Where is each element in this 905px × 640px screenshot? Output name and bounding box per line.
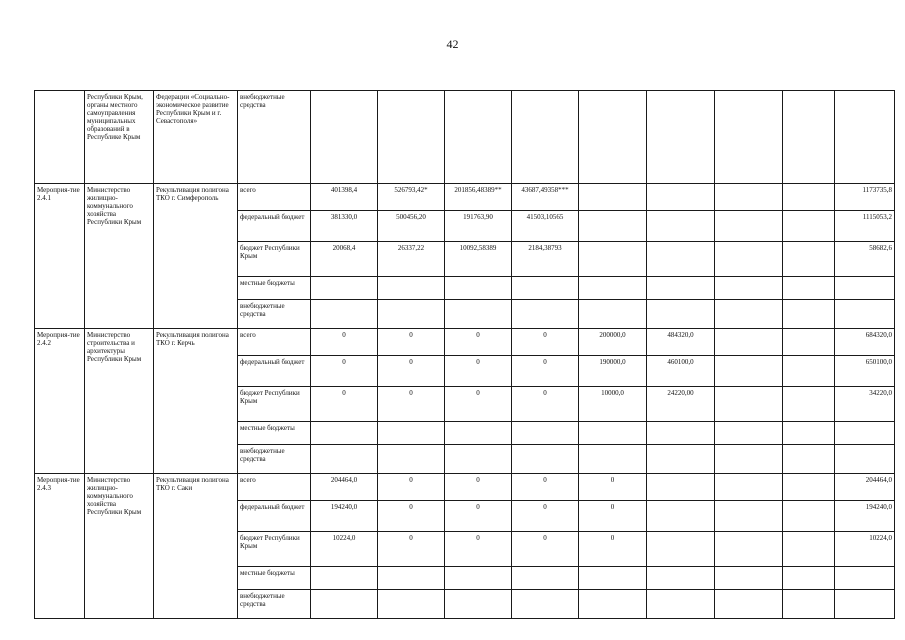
- value-cell: [445, 300, 512, 329]
- table-row: [35, 91, 895, 184]
- total-cell: [835, 277, 895, 300]
- total-cell: 204464,0: [835, 474, 895, 501]
- value-cell: [715, 329, 783, 356]
- value-cell: [783, 532, 835, 567]
- value-cell: 0: [512, 501, 579, 532]
- value-cell: 460100,0: [647, 356, 715, 387]
- total-cell: [835, 300, 895, 329]
- value-cell: 0: [512, 474, 579, 501]
- value-cell: [311, 91, 378, 184]
- value-cell: [579, 277, 647, 300]
- source-cell: федеральный бюджет: [238, 501, 311, 532]
- object-cell: Рекультивация полигона ТКО г. Керчь: [154, 329, 238, 474]
- value-cell: 10092,58389: [445, 242, 512, 277]
- total-cell: [835, 445, 895, 474]
- value-cell: [579, 242, 647, 277]
- value-cell: [783, 590, 835, 619]
- value-cell: [647, 567, 715, 590]
- value-cell: [715, 184, 783, 211]
- value-cell: 0: [378, 329, 445, 356]
- value-cell: [783, 445, 835, 474]
- value-cell: 0: [378, 501, 445, 532]
- value-cell: [579, 445, 647, 474]
- source-cell: местные бюджеты: [238, 277, 311, 300]
- value-cell: 43687,49358***: [512, 184, 579, 211]
- value-cell: 0: [512, 356, 579, 387]
- value-cell: [579, 567, 647, 590]
- source-cell: внебюджетные средства: [238, 590, 311, 619]
- source-cell: местные бюджеты: [238, 422, 311, 445]
- total-cell: [835, 91, 895, 184]
- total-cell: 34220,0: [835, 387, 895, 422]
- value-cell: 0: [445, 532, 512, 567]
- value-cell: 500456,20: [378, 211, 445, 242]
- value-cell: 2184,38793: [512, 242, 579, 277]
- value-cell: 0: [378, 356, 445, 387]
- value-cell: [512, 590, 579, 619]
- value-cell: [715, 91, 783, 184]
- object-cell: Рекультивация полигона ТКО г. Саки: [154, 474, 238, 619]
- value-cell: [579, 184, 647, 211]
- value-cell: 201856,48389**: [445, 184, 512, 211]
- value-cell: [579, 300, 647, 329]
- value-cell: [512, 422, 579, 445]
- value-cell: [647, 242, 715, 277]
- value-cell: [715, 242, 783, 277]
- value-cell: [512, 567, 579, 590]
- source-cell: бюджет Республики Крым: [238, 387, 311, 422]
- value-cell: [715, 567, 783, 590]
- total-cell: 194240,0: [835, 501, 895, 532]
- value-cell: [445, 590, 512, 619]
- event-cell: Мероприя-тие 2.4.2: [35, 329, 85, 474]
- source-cell: внебюджетные средства: [238, 91, 311, 184]
- value-cell: [445, 445, 512, 474]
- value-cell: 0: [579, 532, 647, 567]
- value-cell: [715, 356, 783, 387]
- value-cell: [783, 91, 835, 184]
- table-row: [35, 184, 895, 211]
- source-cell: местные бюджеты: [238, 567, 311, 590]
- value-cell: 41503,10565: [512, 211, 579, 242]
- value-cell: [715, 445, 783, 474]
- total-cell: 1115053,2: [835, 211, 895, 242]
- value-cell: [715, 422, 783, 445]
- value-cell: [579, 91, 647, 184]
- value-cell: [579, 590, 647, 619]
- source-cell: всего: [238, 474, 311, 501]
- value-cell: [647, 91, 715, 184]
- value-cell: [647, 300, 715, 329]
- value-cell: [378, 300, 445, 329]
- value-cell: [647, 211, 715, 242]
- value-cell: 0: [445, 387, 512, 422]
- value-cell: [647, 532, 715, 567]
- value-cell: [311, 590, 378, 619]
- value-cell: 0: [445, 474, 512, 501]
- source-cell: федеральный бюджет: [238, 356, 311, 387]
- page-number: 42: [446, 37, 459, 51]
- value-cell: [378, 590, 445, 619]
- value-cell: [715, 474, 783, 501]
- source-cell: бюджет Республики Крым: [238, 532, 311, 567]
- total-cell: 10224,0: [835, 532, 895, 567]
- event-cell: Мероприя-тие 2.4.1: [35, 184, 85, 329]
- value-cell: [311, 422, 378, 445]
- value-cell: [512, 91, 579, 184]
- value-cell: [715, 211, 783, 242]
- source-cell: всего: [238, 184, 311, 211]
- value-cell: [783, 184, 835, 211]
- value-cell: 0: [378, 387, 445, 422]
- total-cell: [835, 590, 895, 619]
- total-cell: [835, 422, 895, 445]
- source-cell: бюджет Республики Крым: [238, 242, 311, 277]
- value-cell: [783, 501, 835, 532]
- value-cell: [783, 242, 835, 277]
- value-cell: [647, 277, 715, 300]
- value-cell: [579, 211, 647, 242]
- value-cell: 26337,22: [378, 242, 445, 277]
- value-cell: 0: [378, 532, 445, 567]
- value-cell: [512, 277, 579, 300]
- executor-cell: Министерство жилищно-коммунального хозяйства Республики Крым: [85, 184, 154, 329]
- value-cell: [445, 567, 512, 590]
- source-cell: федеральный бюджет: [238, 211, 311, 242]
- value-cell: [445, 277, 512, 300]
- value-cell: [715, 532, 783, 567]
- value-cell: [378, 91, 445, 184]
- value-cell: [783, 567, 835, 590]
- value-cell: 191763,90: [445, 211, 512, 242]
- value-cell: [783, 277, 835, 300]
- table-body: [35, 91, 895, 619]
- total-cell: 1173735,8: [835, 184, 895, 211]
- value-cell: 194240,0: [311, 501, 378, 532]
- value-cell: 10224,0: [311, 532, 378, 567]
- value-cell: [311, 300, 378, 329]
- value-cell: [783, 387, 835, 422]
- table-row: [35, 329, 895, 356]
- value-cell: [378, 445, 445, 474]
- executor-cell: Министерство строительства и архитектуры Республики Крым: [85, 329, 154, 474]
- executor-cell: Республики Крым, органы местного самоуправления муниципальных образований в Республике Крым: [85, 91, 154, 184]
- value-cell: [378, 567, 445, 590]
- value-cell: 204464,0: [311, 474, 378, 501]
- value-cell: 0: [378, 474, 445, 501]
- object-cell: Федерации «Социально-экономическое развитие Республики Крым и г. Севастополя»: [154, 91, 238, 184]
- total-cell: 58682,6: [835, 242, 895, 277]
- value-cell: 10000,0: [579, 387, 647, 422]
- value-cell: [715, 387, 783, 422]
- financing-table: [34, 90, 895, 619]
- value-cell: [647, 474, 715, 501]
- value-cell: [783, 356, 835, 387]
- value-cell: [311, 567, 378, 590]
- value-cell: [647, 590, 715, 619]
- value-cell: 200000,0: [579, 329, 647, 356]
- value-cell: 484320,0: [647, 329, 715, 356]
- value-cell: 0: [579, 501, 647, 532]
- value-cell: 401398,4: [311, 184, 378, 211]
- value-cell: [783, 300, 835, 329]
- table-row: [35, 474, 895, 501]
- executor-cell: Министерство жилищно-коммунального хозяйства Республики Крым: [85, 474, 154, 619]
- value-cell: [579, 422, 647, 445]
- value-cell: 0: [311, 329, 378, 356]
- total-cell: 684320,0: [835, 329, 895, 356]
- value-cell: [783, 474, 835, 501]
- total-cell: 650100,0: [835, 356, 895, 387]
- value-cell: 190000,0: [579, 356, 647, 387]
- source-cell: внебюджетные средства: [238, 300, 311, 329]
- value-cell: 0: [512, 387, 579, 422]
- source-cell: всего: [238, 329, 311, 356]
- value-cell: 0: [311, 387, 378, 422]
- value-cell: 0: [512, 329, 579, 356]
- value-cell: 24220,00: [647, 387, 715, 422]
- event-cell: [35, 91, 85, 184]
- value-cell: [715, 590, 783, 619]
- value-cell: 20068,4: [311, 242, 378, 277]
- value-cell: [783, 329, 835, 356]
- value-cell: [783, 211, 835, 242]
- total-cell: [835, 567, 895, 590]
- value-cell: 0: [445, 501, 512, 532]
- value-cell: [311, 445, 378, 474]
- value-cell: [445, 91, 512, 184]
- value-cell: [647, 501, 715, 532]
- value-cell: [715, 501, 783, 532]
- value-cell: [647, 422, 715, 445]
- value-cell: [783, 422, 835, 445]
- value-cell: 381330,0: [311, 211, 378, 242]
- value-cell: [311, 277, 378, 300]
- value-cell: [512, 300, 579, 329]
- value-cell: [378, 422, 445, 445]
- value-cell: [512, 445, 579, 474]
- value-cell: [715, 300, 783, 329]
- value-cell: [647, 445, 715, 474]
- value-cell: [378, 277, 445, 300]
- value-cell: 0: [512, 532, 579, 567]
- value-cell: [715, 277, 783, 300]
- value-cell: [445, 422, 512, 445]
- value-cell: 0: [445, 356, 512, 387]
- object-cell: Рекультивация полигона ТКО г. Симферополь: [154, 184, 238, 329]
- value-cell: [647, 184, 715, 211]
- value-cell: 526793,42*: [378, 184, 445, 211]
- value-cell: 0: [445, 329, 512, 356]
- source-cell: внебюджетные средства: [238, 445, 311, 474]
- value-cell: 0: [311, 356, 378, 387]
- value-cell: 0: [579, 474, 647, 501]
- event-cell: Мероприя-тие 2.4.3: [35, 474, 85, 619]
